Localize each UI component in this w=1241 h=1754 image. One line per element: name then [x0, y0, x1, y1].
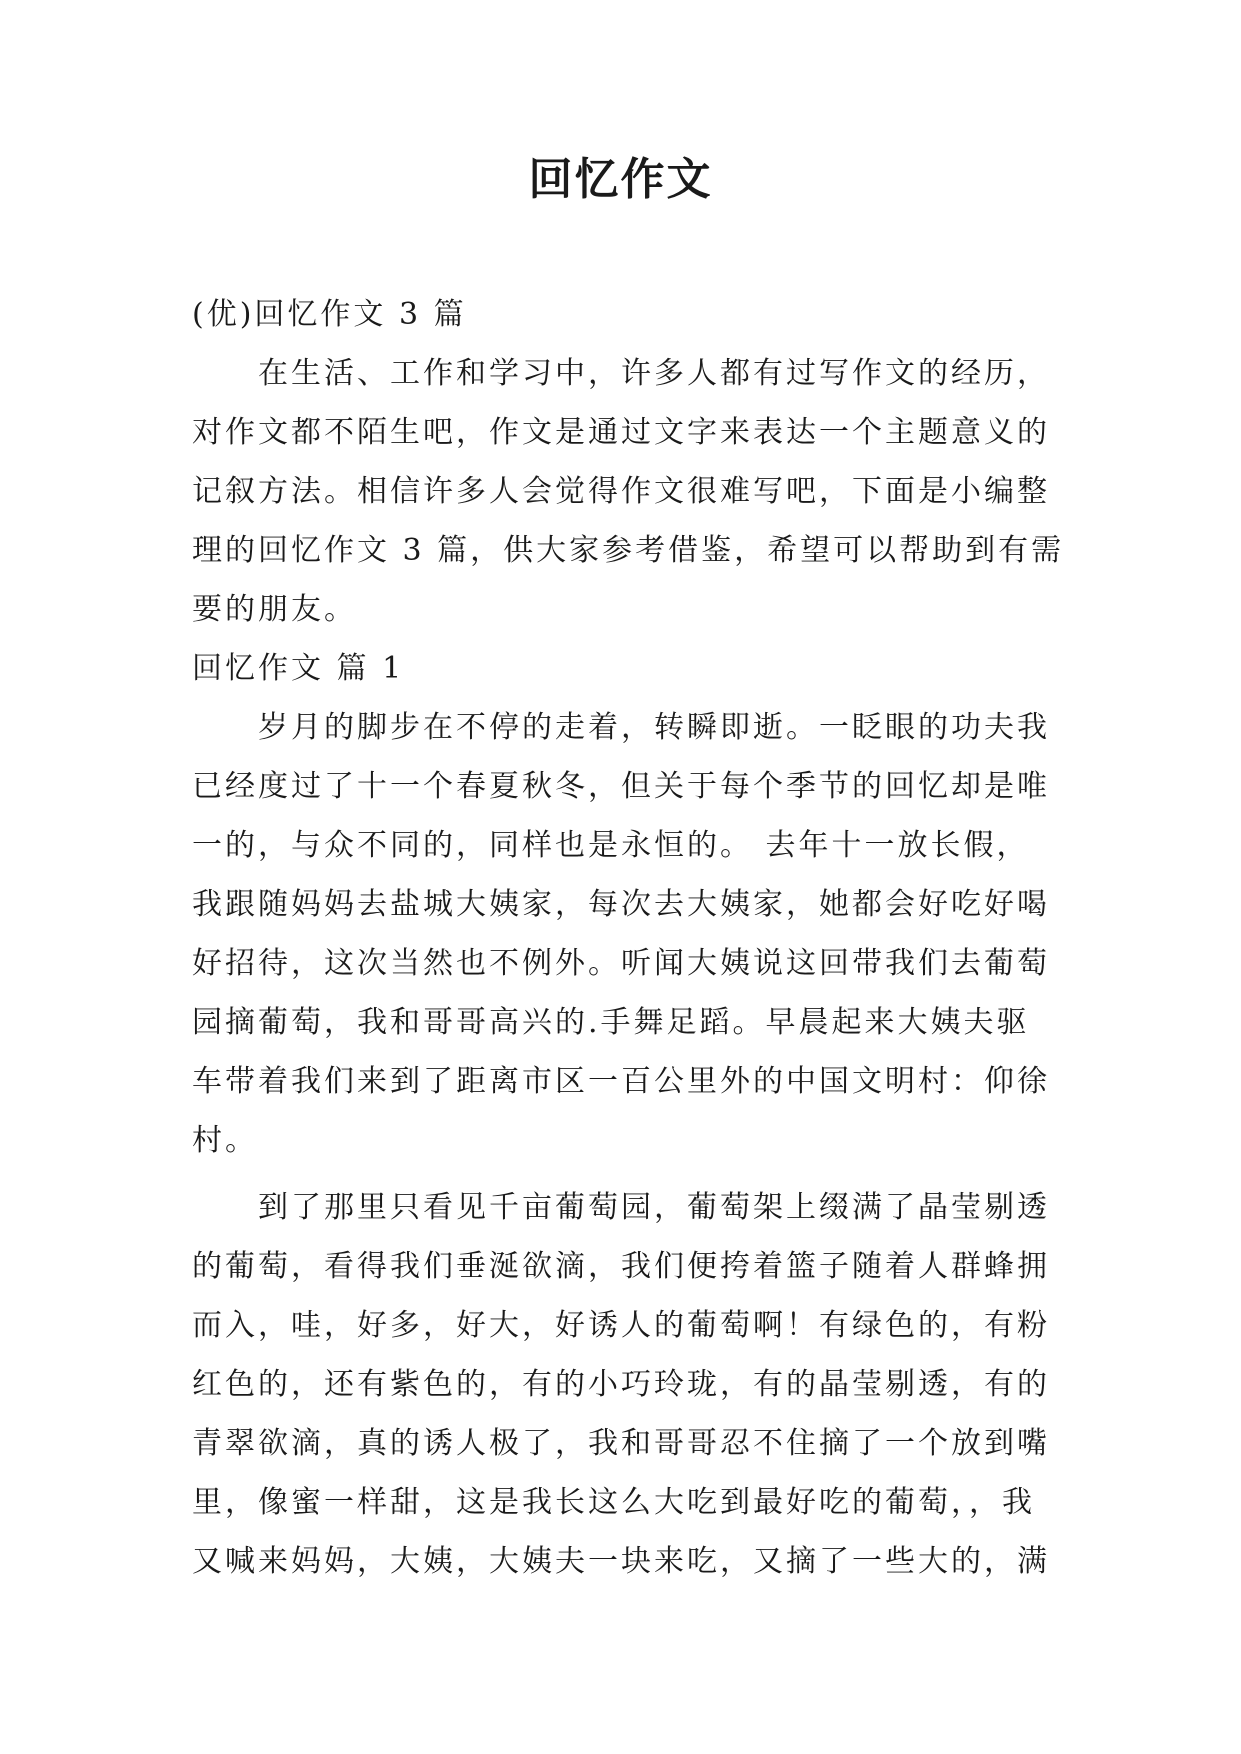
text-line: 岁月的脚步在不停的走着，转瞬即逝。一眨眼的功夫我: [258, 710, 1050, 745]
text-line: 我跟随妈妈去盐城大姨家，每次去大姨家，她都会好吃好喝: [192, 887, 1050, 922]
text-line: 对作文都不陌生吧，作文是通过文字来表达一个主题意义的: [192, 415, 1050, 450]
text-line: 园摘葡萄，我和哥哥高兴的.手舞足蹈。早晨起来大姨夫驱: [192, 1005, 1030, 1040]
text-line: 理的回忆作文 3 篇，供大家参考借鉴，希望可以帮助到有需: [192, 533, 1065, 568]
text-line: 里，像蜜一样甜，这是我长这么大吃到最好吃的葡萄，，我: [192, 1485, 1035, 1520]
text-line: 一的，与众不同的，同样也是永恒的。 去年十一放长假，: [192, 828, 1030, 863]
text-line: 已经度过了十一个春夏秋冬，但关于每个季节的回忆却是唯: [192, 769, 1050, 804]
text-line: 而入，哇，好多，好大，好诱人的葡萄啊！有绿色的，有粉: [192, 1308, 1050, 1343]
document-body: [192, 285, 1065, 1591]
text-line: 在生活、工作和学习中，许多人都有过写作文的经历，: [258, 356, 1050, 391]
text-line: 好招待，这次当然也不例外。听闻大姨说这回带我们去葡萄: [192, 946, 1050, 981]
document-title: 回忆作文: [528, 154, 713, 205]
text-line: 的葡萄，看得我们垂涎欲滴，我们便挎着篮子随着人群蜂拥: [192, 1249, 1050, 1284]
text-line: 青翠欲滴，真的诱人极了，我和哥哥忍不住摘了一个放到嘴: [192, 1426, 1050, 1461]
text-line: 记叙方法。相信许多人会觉得作文很难写吧，下面是小编整: [192, 474, 1050, 509]
text-line: 红色的，还有紫色的，有的小巧玲珑，有的晶莹剔透，有的: [192, 1367, 1050, 1402]
text-line: (优)回忆作文 3 篇: [192, 297, 467, 332]
text-line: 要的朋友。: [192, 592, 357, 627]
text-line: 又喊来妈妈，大姨，大姨夫一块来吃，又摘了一些大的，满: [192, 1544, 1050, 1579]
text-line: 回忆作文 篇 1: [192, 651, 405, 686]
text-line: 车带着我们来到了距离市区一百公里外的中国文明村：仰徐: [192, 1064, 1050, 1099]
text-line: 村。: [192, 1123, 258, 1158]
text-line: 到了那里只看见千亩葡萄园，葡萄架上缀满了晶莹剔透: [258, 1190, 1050, 1225]
